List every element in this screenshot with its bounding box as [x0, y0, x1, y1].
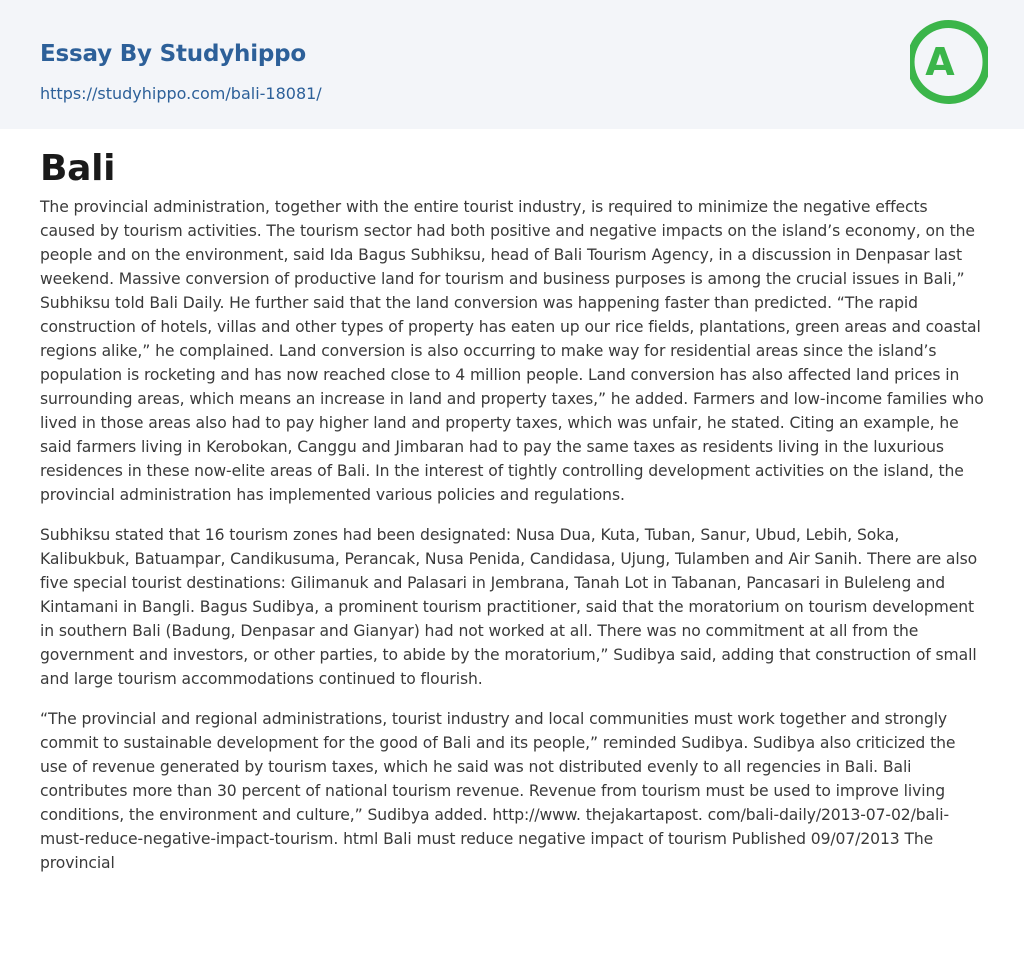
article-title: Bali [40, 148, 116, 189]
studyhippo-logo-icon[interactable] [910, 18, 988, 106]
site-header [0, 0, 1024, 129]
article-paragraph-2: Subhiksu stated that 16 tourism zones had been designated: Nusa Dua, Kuta, Tuban, Sanur, Ubud, Lebih, Soka, Kalibukbuk, Batuampar, Candikusuma, Perancak, Nusa Penida, Candidasa, Ujung, Tulamben and Air Sanih. There are also five special tourist destinations: Gilimanuk and Palasari in Jembrana, Tanah Lot in Tabanan, Pancasari in Buleleng and Kintamani in Bangli. Bagus Sudibya, a prominent tourism practitioner, said that the moratorium on tourism development in southern Bali (Badung, Denpasar and Gianyar) had not worked at all. There was no commitment at all from the government and investors, or other parties, to abide by the moratorium,” Sudibya said, adding that construction of small and large tourism accommodations continued to flourish. [40, 526, 978, 688]
article-content [0, 148, 1024, 875]
article-paragraph-1: The provincial administration, together with the entire tourist industry, is required to minimize the negative effects caused by tourism activities. The tourism sector had both positive and negative impacts on the island’s economy, on the people and on the environment, said Ida Bagus Subhiksu, head of Bali Tourism Agency, in a discussion in Denpasar last weekend. Massive conversion of productive land for tourism and business purposes is among the crucial issues in Bali,” Subhiksu told Bali Daily. He further said that the land conversion was happening faster than predicted. “The rapid construction of hotels, villas and other types of property has eaten up our rice fields, plantations, green areas and coastal regions alike,” he complained. Land conversion is also occurring to make way for residential areas since the island’s population is rocketing and has now reached close to 4 million people. Land conversion has also affected land prices in surrounding areas, which means an increase in land and property taxes,” he added. Farmers and low-income families who lived in those areas also had to pay higher land and property taxes, which was unfair, he stated. Citing an example, he said farmers living in Kerobokan, Canggu and Jimbaran had to pay the same taxes as residents living in the luxurious residences in these now-elite areas of Bali. In the interest of tightly controlling development activities on the island, the provincial administration has implemented various policies and regulations. [40, 198, 984, 504]
logo-letter: A [925, 40, 955, 84]
article-paragraph-3: “The provincial and regional administrations, tourist industry and local communities must work together and strongly commit to sustainable development for the good of Bali and its people,” reminded Sudibya. Sudibya also criticized the use of revenue generated by tourism taxes, which he said was not distributed evenly to all regencies in Bali. Bali contributes more than 30 percent of national tourism revenue. Revenue from tourism must be used to improve living conditions, the environment and culture,” Sudibya added. http://www. thejakartapost. com/bali-daily/2013-07-02/bali-must-reduce-negative-impact-tourism. html Bali must reduce negative impact of tourism Published 09/07/2013 The provincial [40, 710, 956, 872]
brand-title[interactable]: Essay By Studyhippo [40, 41, 307, 67]
source-url-link[interactable]: https://studyhippo.com/bali-18081/ [40, 84, 322, 103]
